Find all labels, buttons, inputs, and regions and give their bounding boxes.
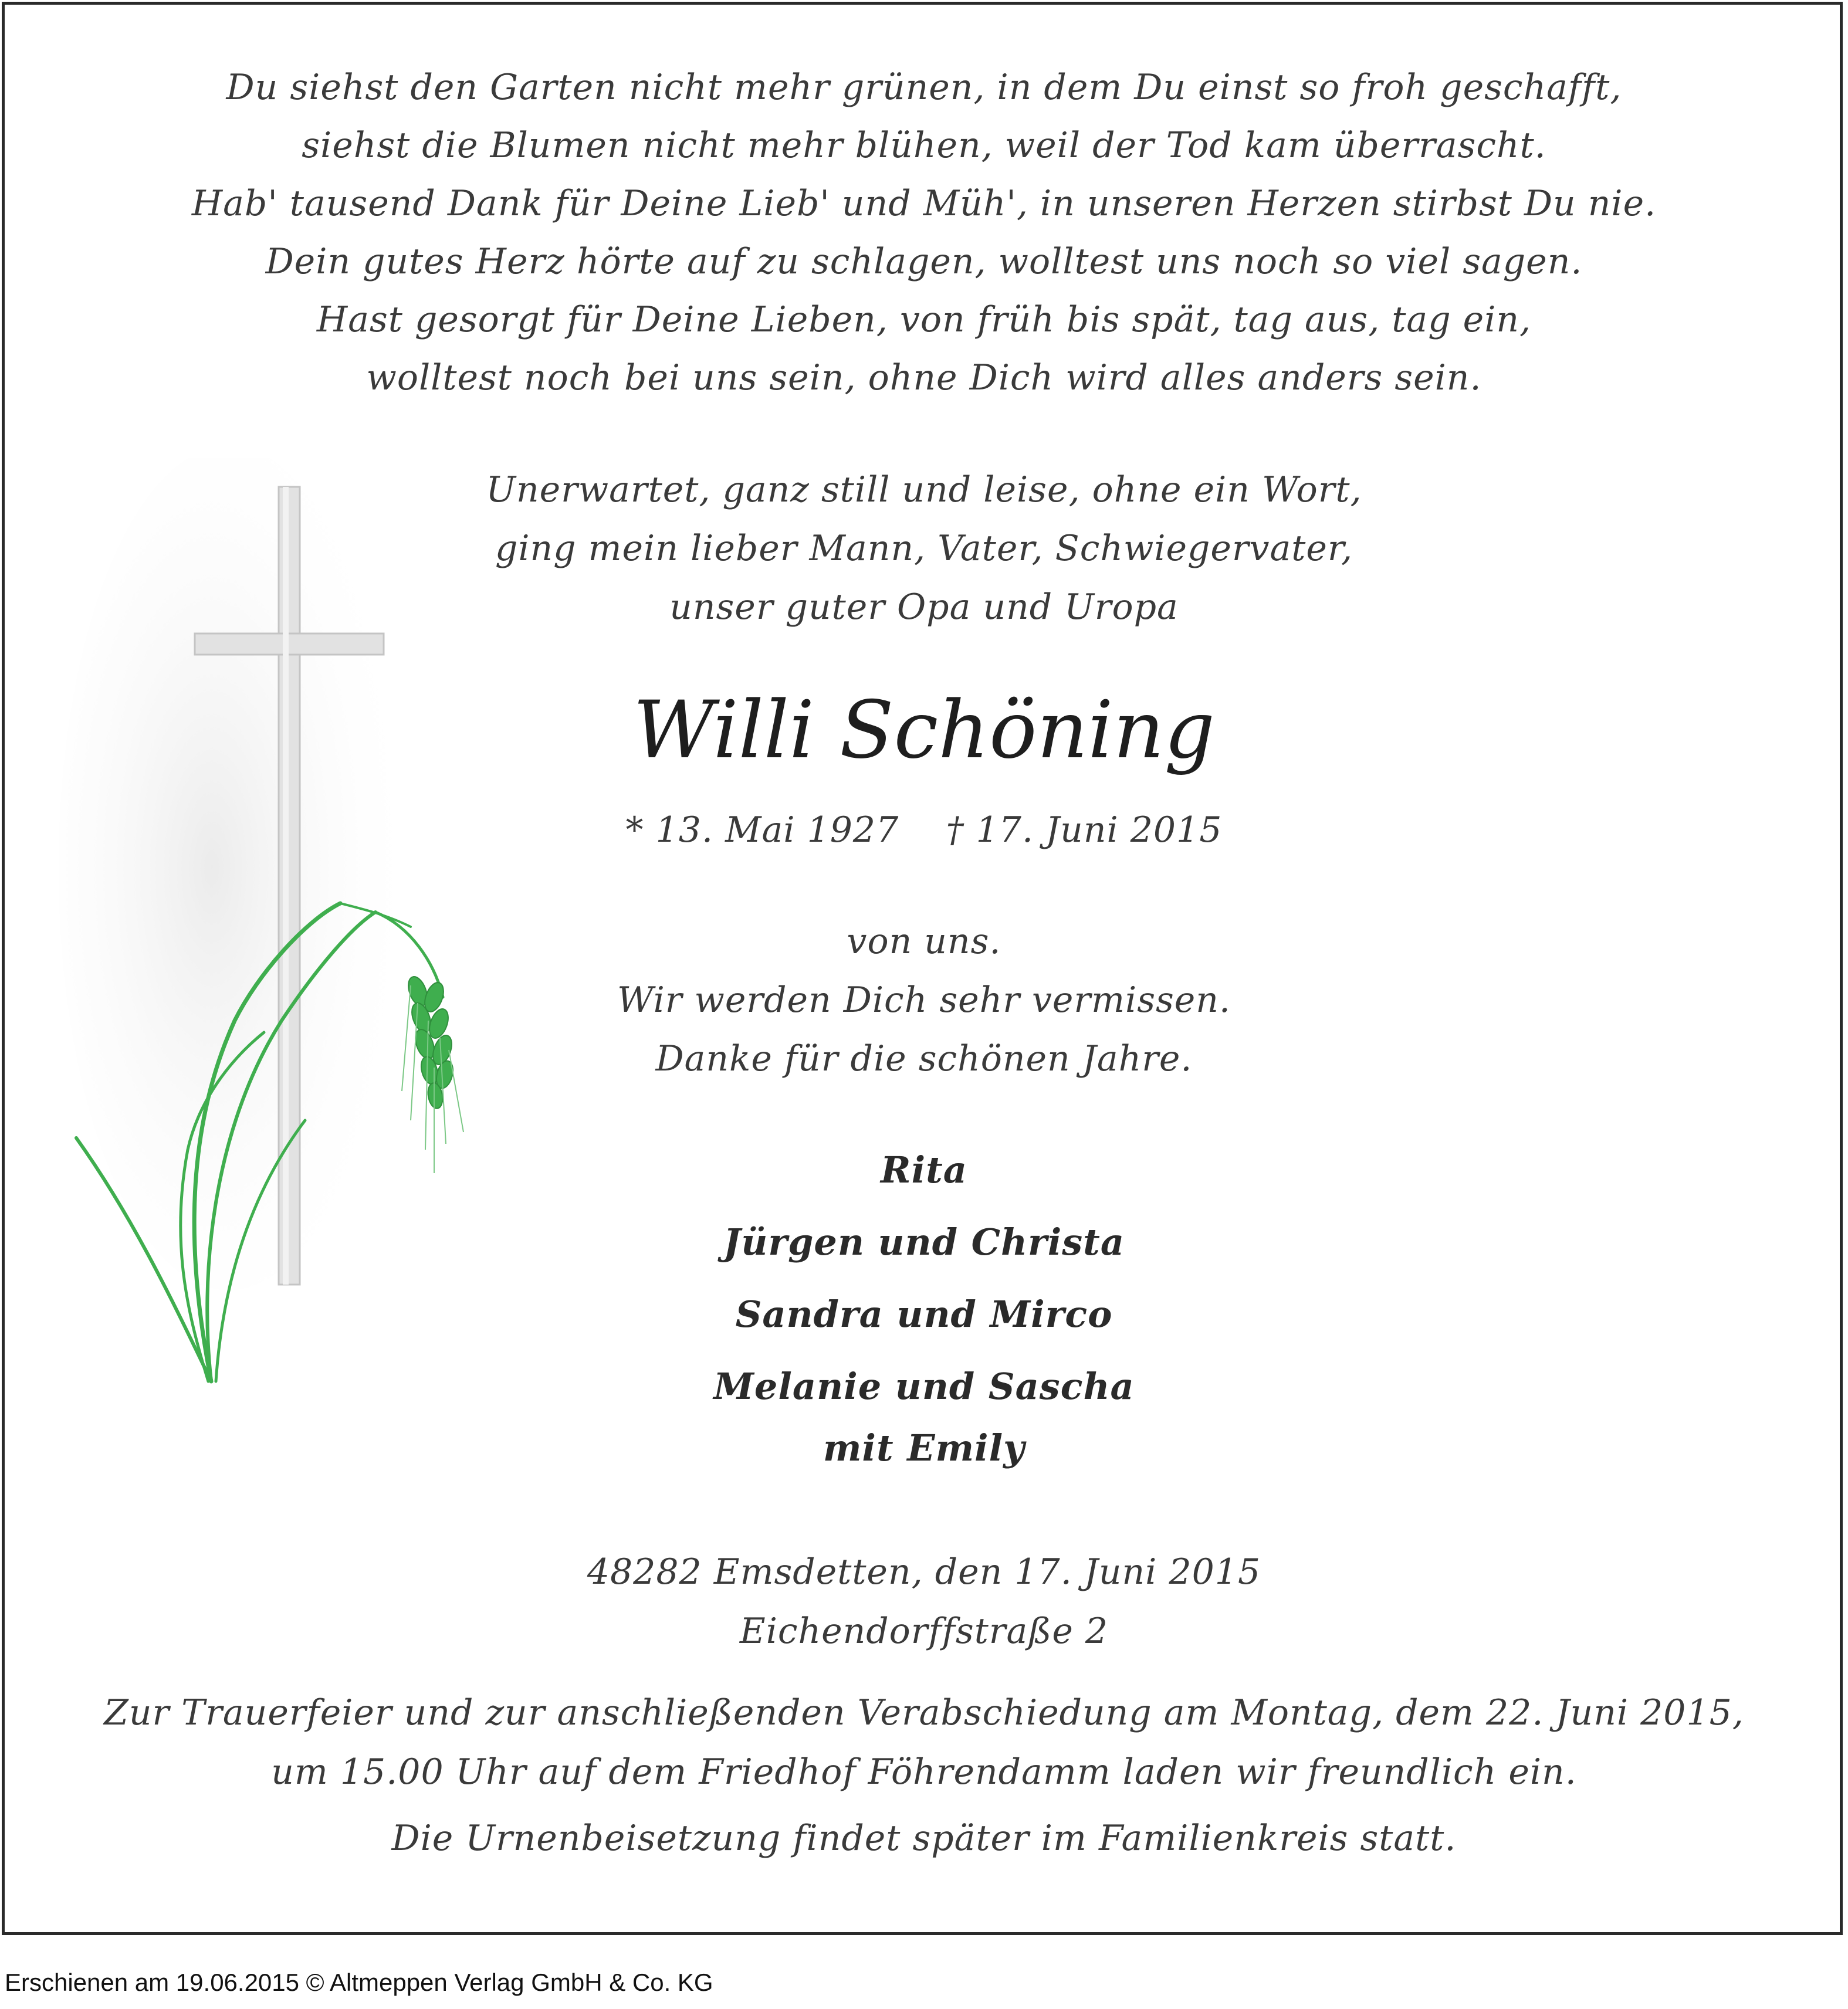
- family-member: Rita: [881, 1149, 967, 1191]
- family-signatures: [0, 1141, 1848, 1491]
- closing-block: [0, 912, 1848, 1088]
- closing-line: von uns.: [847, 921, 1001, 962]
- poem-line: Hast gesorgt für Deine Lieben, von früh bis spät, tag aus, tag ein,: [316, 299, 1532, 340]
- family-member: Jürgen und Christa: [723, 1221, 1125, 1263]
- street: Eichendorffstraße 2: [739, 1611, 1109, 1652]
- poem-line: wolltest noch bei uns sein, ohne Dich wird alles anders sein.: [366, 357, 1482, 398]
- address-block: [0, 1543, 1848, 1661]
- intro-block: [0, 460, 1848, 636]
- closing-line: Wir werden Dich sehr vermissen.: [617, 980, 1231, 1021]
- ceremony-line: um 15.00 Uhr auf dem Friedhof Föhrendamm laden wir freundlich ein.: [271, 1751, 1577, 1793]
- family-member: mit Emily: [823, 1427, 1025, 1469]
- intro-line: ging mein lieber Mann, Vater, Schwiegervater,: [495, 528, 1353, 569]
- intro-line: Unerwartet, ganz still und leise, ohne ein Wort,: [486, 469, 1362, 510]
- ceremony-line: Zur Trauerfeier und zur anschließenden Verabschiedung am Montag, dem 22. Juni 2015,: [104, 1692, 1744, 1733]
- closing-line: Danke für die schönen Jahre.: [655, 1038, 1193, 1079]
- deceased-name: Willi Schöning: [633, 684, 1215, 776]
- publication-footer: Erschienen am 19.06.2015 © Altmeppen Verlag GmbH & Co. KG: [5, 1969, 713, 1996]
- family-member: Melanie und Sascha: [713, 1365, 1135, 1408]
- place-date: 48282 Emsdetten, den 17. Juni 2015: [587, 1551, 1261, 1593]
- life-dates: * 13. Mai 1927 † 17. Juni 2015: [625, 809, 1223, 851]
- poem-line: Dein gutes Herz hörte auf zu schlagen, wolltest uns noch so viel sagen.: [265, 241, 1583, 282]
- ceremony-line: Die Urnenbeisetzung findet später im Familienkreis statt.: [391, 1818, 1457, 1859]
- poem-line: siehst die Blumen nicht mehr blühen, weil der Tod kam überrascht.: [302, 125, 1546, 166]
- ceremony-block: [0, 1683, 1848, 1868]
- family-member: Sandra und Mirco: [735, 1293, 1113, 1336]
- poem-line: Du siehst den Garten nicht mehr grünen, in dem Du einst so froh geschafft,: [226, 67, 1622, 108]
- poem-line: Hab' tausend Dank für Deine Lieb' und Müh', in unseren Herzen stirbst Du nie.: [191, 183, 1657, 224]
- poem-block: [0, 59, 1848, 407]
- intro-line: unser guter Opa und Uropa: [669, 587, 1179, 628]
